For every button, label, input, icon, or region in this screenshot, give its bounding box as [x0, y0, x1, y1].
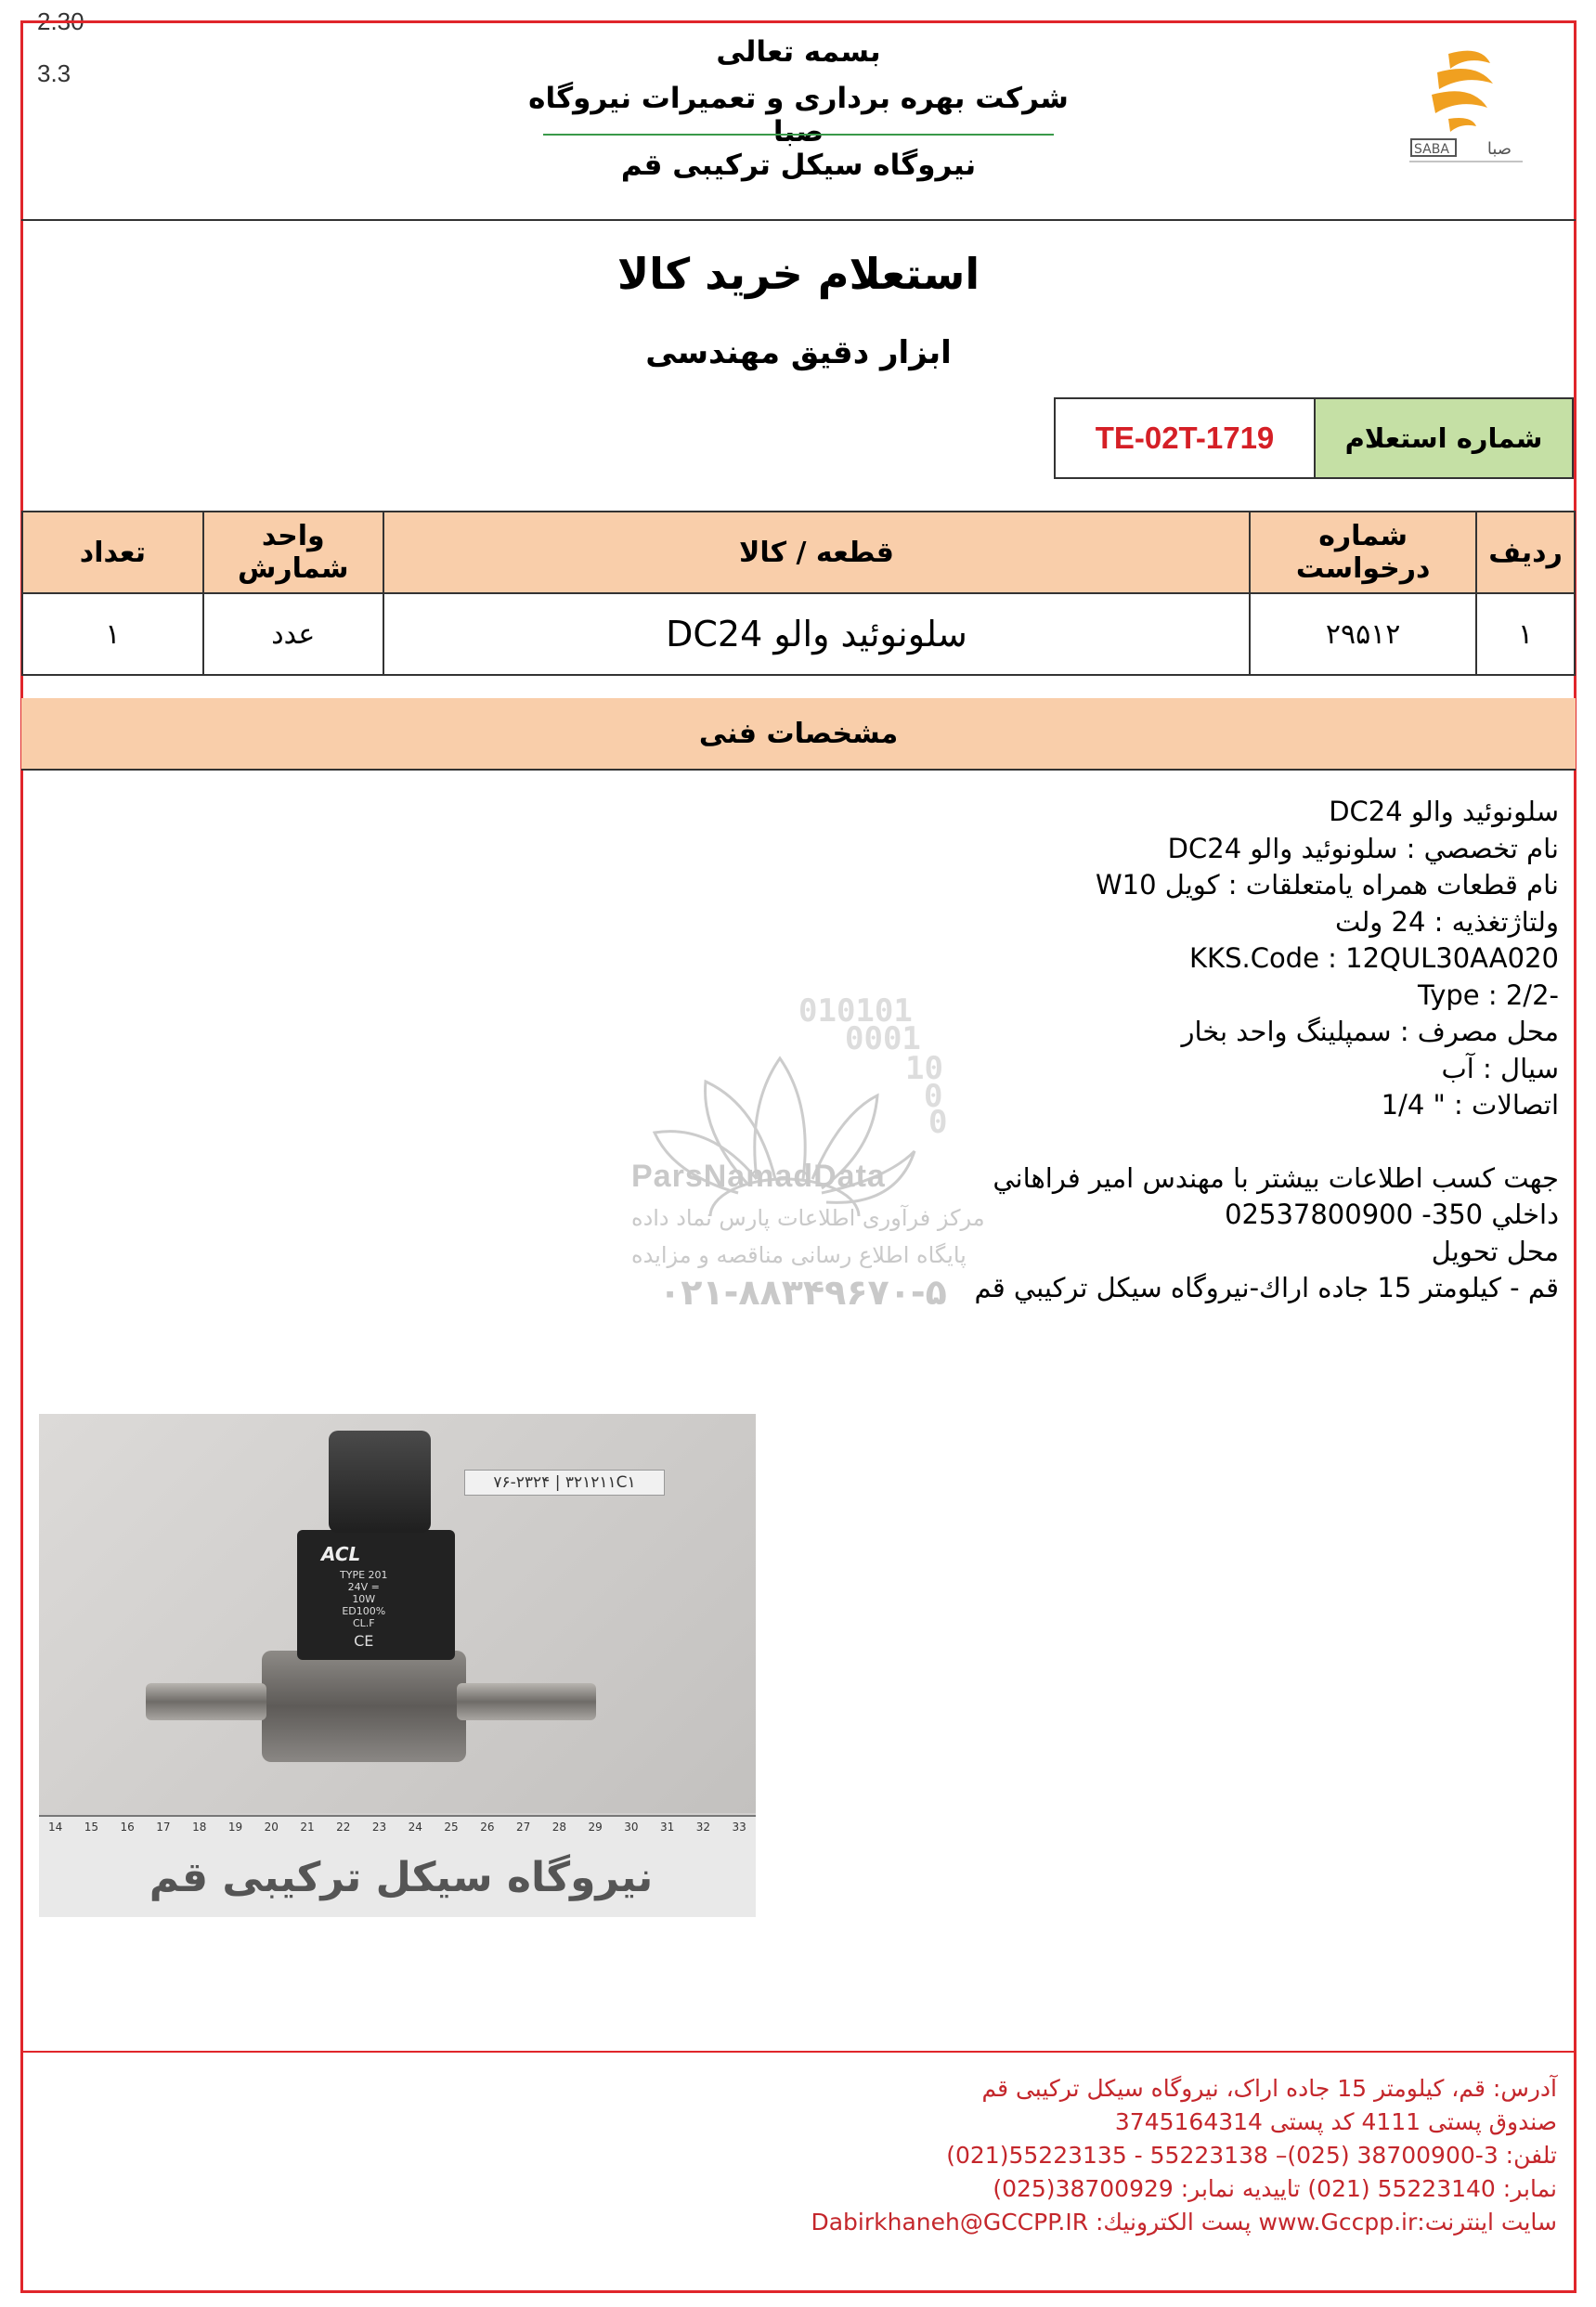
page-subtitle: ابزار دقیق مهندسی — [645, 334, 952, 371]
watermark-binary-5: 0 — [928, 1104, 948, 1141]
valve-fitting-right — [457, 1683, 596, 1720]
watermark-line2: پایگاه اطلاع رسانی مناقصه و مزایده — [631, 1242, 967, 1268]
contact-line: قم - کيلومتر 15 جاده اراك-نيروگاه سيکل ترکيبي قم — [974, 1272, 1559, 1303]
valve-body — [262, 1651, 466, 1762]
ruler-tick-label: 16 — [120, 1821, 135, 1834]
ruler-tick-label: 19 — [227, 1821, 243, 1834]
spec-line: اتصالات : " 1/4 — [1381, 1089, 1559, 1121]
product-photo — [39, 1414, 756, 1917]
coil-brand: ACL — [321, 1543, 361, 1565]
bismillah: بسمه تعالی — [716, 35, 881, 69]
contact-line: محل تحويل — [1431, 1235, 1559, 1267]
cell-item: سلونوئید والو DC24 — [383, 593, 1251, 675]
ruler-tick-label: 22 — [336, 1821, 351, 1834]
footer-phone: تلفن: 3-38700900 (025)– 55223138 - 55223135(021) — [946, 2142, 1557, 2169]
ruler-tick-label: 21 — [300, 1821, 315, 1834]
coil-line: CL.F — [352, 1617, 375, 1629]
spec-line: نام قطعات همراه يامتعلقات : کویل W10 — [1095, 869, 1559, 901]
cell-row: ۱ — [1476, 593, 1575, 675]
spec-line: -Type : 2/2 — [1418, 979, 1559, 1011]
ruler-tick-label: 26 — [480, 1821, 495, 1834]
ruler-tick-label: 32 — [695, 1821, 711, 1834]
ruler-text: نیروگاه سیکل ترکیبی قم — [149, 1854, 654, 1901]
spec-line: ولتاژتغذيه : 24 ولت — [1335, 905, 1559, 938]
valve-coil — [297, 1530, 455, 1660]
ruler-tick-label: 28 — [551, 1821, 566, 1834]
ruler-tick-label: 18 — [192, 1821, 207, 1834]
photo-tag: ۷۶-۲۳۲۴ | ۳۲۱۲۱۱C۱ — [464, 1470, 665, 1496]
col-header-request-no: شماره درخواست — [1250, 512, 1476, 593]
ruler-tick-label: 29 — [588, 1821, 603, 1834]
ruler-tick-label: 20 — [264, 1821, 279, 1834]
spec-line: محل مصرف : سمپلینگ واحد بخار — [1181, 1016, 1559, 1047]
table-header-row — [22, 512, 1575, 593]
cell-unit: عدد — [203, 593, 383, 675]
plant-name: نیروگاه سیکل ترکیبی قم — [620, 149, 977, 182]
inquiry-label: شماره استعلام — [1316, 399, 1572, 477]
coil-label: TYPE 201 24V = 10W ED100% CL.F CE — [340, 1569, 388, 1650]
coil-line: ED100% — [342, 1605, 386, 1617]
footer-web: سایت اینترنت:www.Gccpp.ir پست الکترونیك: Dabirkhaneh@GCCPP.IR — [811, 2209, 1557, 2236]
logo-farsi: صبا — [1486, 139, 1512, 159]
valve-fitting-left — [146, 1683, 266, 1720]
logo-latin: SABA — [1414, 142, 1449, 157]
cell-request-no: ۲۹۵۱۲ — [1250, 593, 1476, 675]
ruler-tick-label: 27 — [515, 1821, 531, 1834]
footer — [811, 2072, 1557, 2239]
header-underline — [543, 134, 1054, 136]
ruler-tick-label: 14 — [48, 1821, 63, 1834]
corner-number-2: 3.3 — [37, 59, 71, 87]
tech-specs-header: مشخصات فنی — [21, 698, 1576, 771]
ruler-tick-label: 25 — [444, 1821, 459, 1834]
watermark-brand: ParsNamadData — [631, 1159, 886, 1194]
footer-postal: صندوق پستی 4111 کد پستی 3745164314 — [1114, 2108, 1557, 2135]
watermark-line1: مرکز فرآوری اطلاعات پارس نماد داده — [631, 1205, 985, 1231]
col-header-qty: تعداد — [22, 512, 203, 593]
ruler-tick-label: 30 — [624, 1821, 639, 1834]
ruler-tick-label: 17 — [156, 1821, 171, 1834]
watermark-binary-1: 010101 — [798, 993, 913, 1030]
footer-divider — [21, 2051, 1576, 2053]
col-header-item: قطعه / کالا — [383, 512, 1251, 593]
coil-cap — [329, 1431, 431, 1533]
watermark-binary-3: 10 — [905, 1050, 943, 1087]
corner-number-1: 2.30 — [37, 7, 84, 35]
col-header-unit: واحد شمارش — [203, 512, 383, 593]
spec-line: سلونوئید والو DC24 — [1329, 796, 1559, 827]
saba-logo — [1383, 35, 1532, 175]
ruler-ticks — [48, 1821, 746, 1843]
ruler-tick-label: 31 — [660, 1821, 675, 1834]
company-name: شرکت بهره برداری و تعمیرات نیروگاه صبا — [528, 82, 1069, 149]
watermark-binary-2: 0001 — [845, 1020, 921, 1057]
ruler-tick-label: 33 — [732, 1821, 746, 1834]
ruler-tick-label: 24 — [408, 1821, 422, 1834]
spec-list — [538, 794, 1559, 1307]
coil-line: TYPE 201 — [340, 1569, 388, 1581]
inquiry-number: TE-02T-1719 — [1056, 399, 1316, 477]
table-row — [22, 593, 1575, 675]
footer-fax: نمابر: 55223140 (021) تاییدیه نمابر: 38700929(025) — [993, 2175, 1557, 2202]
spec-line: نام تخصصي : سلونوئید والو DC24 — [1167, 832, 1559, 864]
items-table — [21, 511, 1576, 676]
saba-logo-icon — [1383, 35, 1532, 175]
watermark-phone: ۰۲۱-۸۸۳۴۹۶۷۰-۵ — [659, 1272, 947, 1313]
contact-line: جهت کسب اطلاعات بیشتر با مهندس امیر فراهاني — [993, 1161, 1559, 1194]
spec-line: KKS.Code : 12QUL30AA020 — [1189, 942, 1559, 974]
coil-line: 24V = — [347, 1581, 380, 1593]
inquiry-box — [1054, 397, 1574, 479]
spec-line: سیال : آب — [1441, 1052, 1559, 1084]
ruler-tick-label: 23 — [371, 1821, 387, 1834]
cell-qty: ۱ — [22, 593, 203, 675]
footer-address: آدرس: قم، کیلومتر 15 جاده اراک، نیروگاه سیکل ترکیبی قم — [981, 2075, 1557, 2102]
watermark-binary-4: 0 — [924, 1078, 943, 1115]
col-header-row: ردیف — [1476, 512, 1575, 593]
page-title: استعلام خرید کالا — [616, 249, 980, 299]
ruler — [39, 1815, 756, 1917]
ruler-tick-label: 15 — [84, 1821, 99, 1834]
contact-line: داخلي 350- 02537800900 — [1225, 1199, 1559, 1230]
header-divider — [21, 219, 1576, 221]
coil-line: 10W — [352, 1593, 376, 1605]
